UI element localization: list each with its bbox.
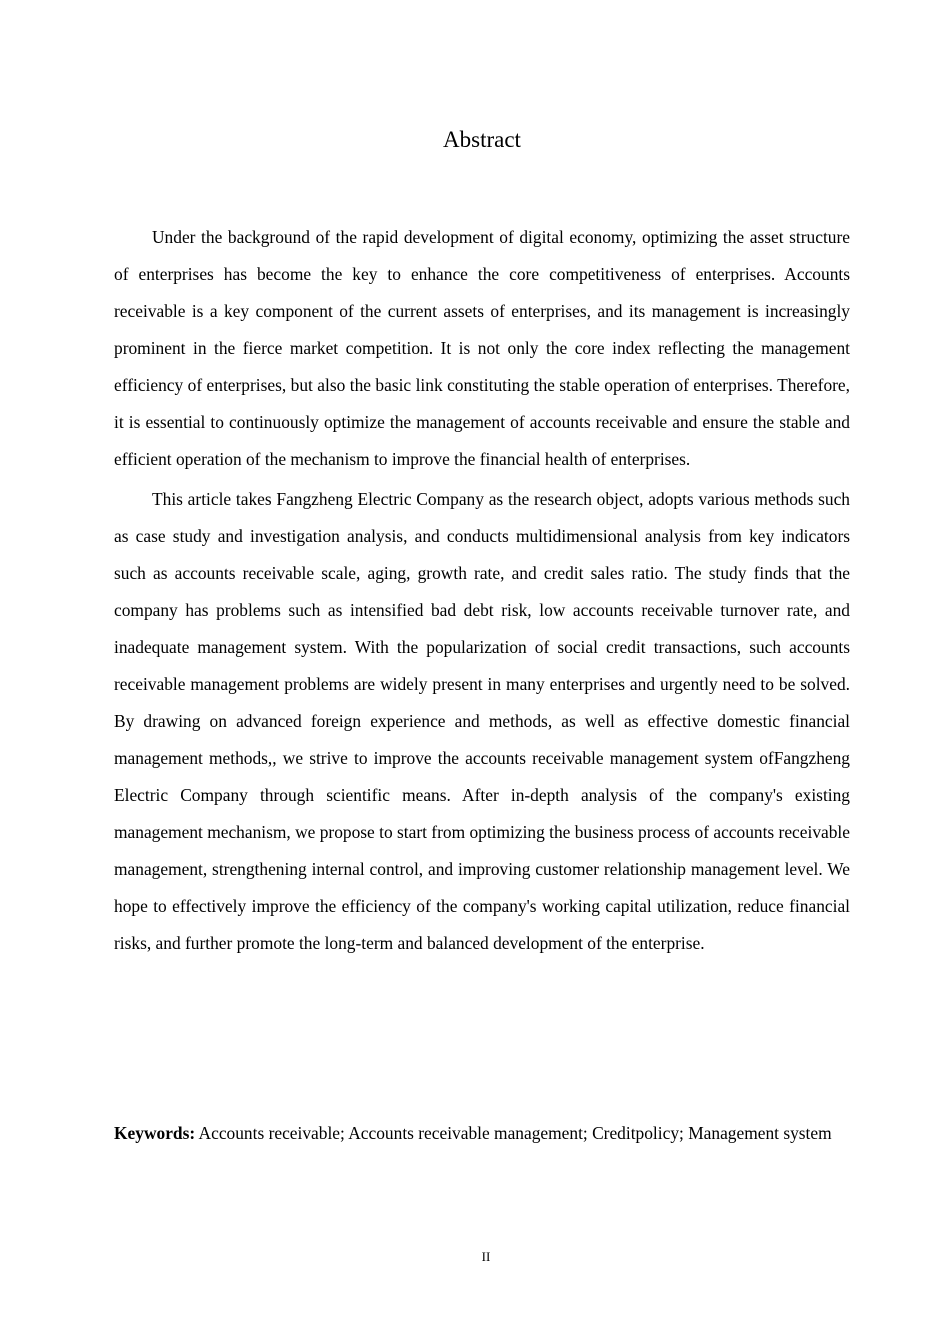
abstract-body [114,219,850,962]
abstract-paragraph-1: Under the background of the rapid development of digital economy, optimizing the asset structure of enterprises has become the key to enhance the core competitiveness of enterprises. Accounts receivable is a key component of the current assets of enterprises, and its management is increasingly prominent in the fierce market competition. It is not only the core index reflecting the management efficiency of enterprises, but also the basic link constituting the stable operation of enterprises. Therefore, it is essential to continuously optimize the management of accounts receivable and ensure the stable and efficient operation of the mechanism to improve the financial health of enterprises. [114,227,850,469]
keywords-text: Accounts receivable; Accounts receivable management; Creditpolicy; Management system [195,1123,832,1143]
keywords-label: Keywords: [114,1123,196,1143]
abstract-title: Abstract [443,127,521,152]
page-number: II [481,1249,491,1264]
abstract-paragraph-2: This article takes Fangzheng Electric Company as the research object, adopts various methods such as case study and investigation analysis, and conducts multidimensional analysis from key indicators such as accounts receivable scale, aging, growth rate, and credit sales ratio. The study finds that the company has problems such as intensified bad debt risk, low accounts receivable turnover rate, and inadequate management system. With the popularization of social credit transactions, such accounts receivable management problems are widely present in many enterprises and urgently need to be solved. By drawing on advanced foreign experience and methods, as well as effective domestic financial management methods,, we strive to improve the accounts receivable management system ofFangzheng Electric Company through scientific means. After in-depth analysis of the company's existing management mechanism, we propose to start from optimizing the business process of accounts receivable management, strengthening internal control, and improving customer relationship management level. We hope to effectively improve the efficiency of the company's working capital utilization, reduce financial risks, and further promote the long-term and balanced development of the enterprise. [114,489,850,953]
keywords-line [114,1115,850,1151]
